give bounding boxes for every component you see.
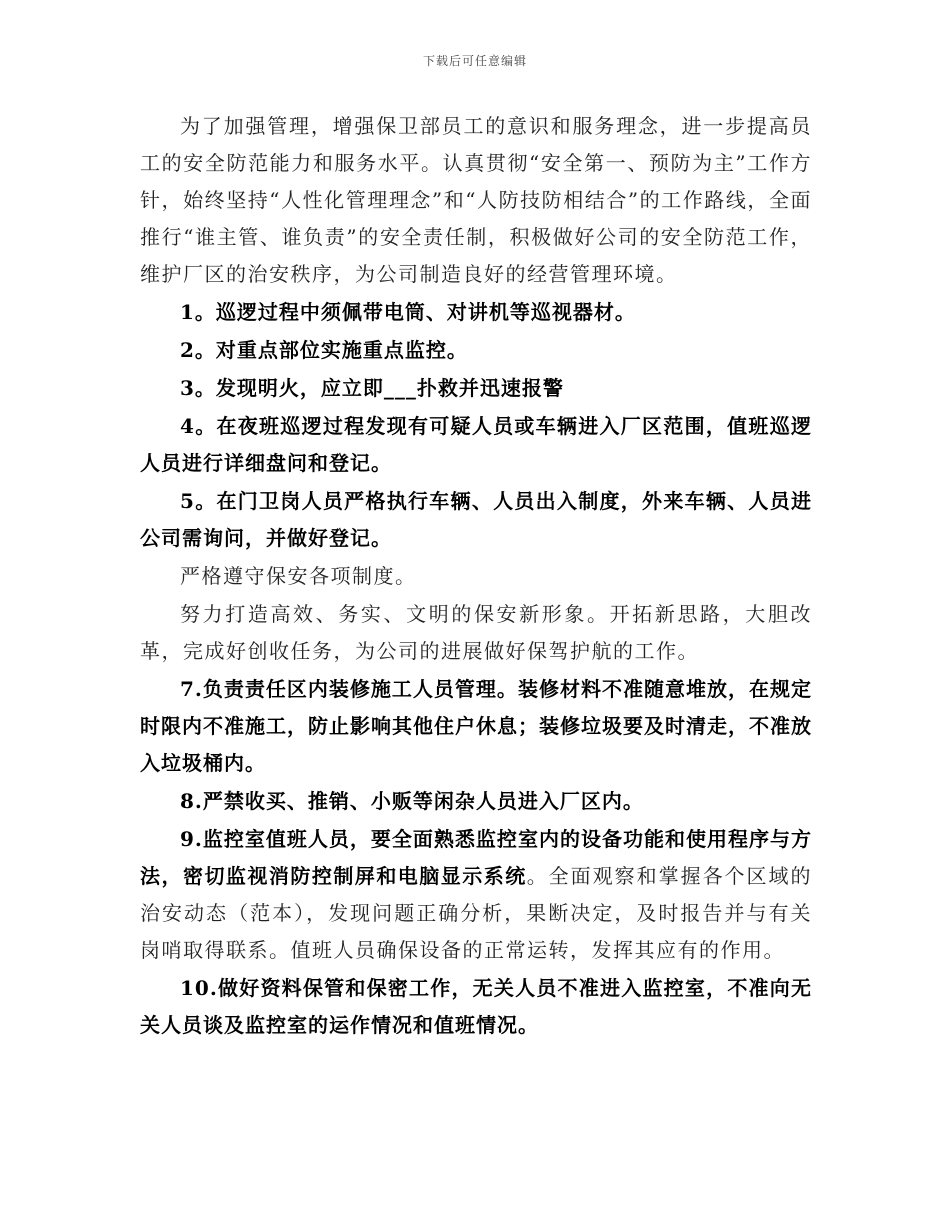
item-9-bold-part: 9.监控室值班人员，要全面熟悉监控室内的设备功能和使用程序与方法，密切监视消防控制屏和电脑显示系统 (140, 827, 812, 888)
item-2: 2。对重点部位实施重点监控。 (180, 338, 468, 362)
page-header: 下载后可任意编辑 (422, 54, 527, 68)
item-10: 10.做好资料保管和保密工作，无关人员不准进入监控室，不准向无关人员谈及监控室的运作情况和值班情况。 (140, 976, 812, 1037)
item-5: 5。在门卫岗人员严格执行车辆、人员出入制度，外来车辆、人员进公司需询问，并做好登记。 (140, 489, 812, 550)
effort-paragraph: 努力打造高效、务实、文明的保安新形象。开拓新思路，大胆改革，完成好创收任务，为公司的进展做好保驾护航的工作。 (140, 602, 812, 663)
rule-paragraph: 严格遵守保安各项制度。 (180, 564, 417, 588)
item-9 (140, 821, 812, 969)
item-7: 7.负责责任区内装修施工人员管理。装修材料不准随意堆放，在规定时限内不准施工，防止影响其他住户休息；装修垃圾要及时清走，不准放入垃圾桶内。 (140, 677, 812, 775)
document-body (140, 108, 812, 1045)
item-9-rest: 。全面观察和掌握各个区域的治安动态（范本），发现问题正确分析，果断决定，及时报告并与有关岗哨取得联系。值班人员确保设备的正常运转，发挥其应有的作用。 (140, 864, 813, 962)
item-8: 8.严禁收买、推销、小贩等闲杂人员进入厂区内。 (180, 789, 644, 813)
item-1: 1。巡逻过程中须佩带电筒、对讲机等巡视器材。 (180, 300, 636, 324)
item-3: 3。发现明火，应立即___扑救并迅速报警 (180, 376, 564, 400)
item-4: 4。在夜班巡逻过程发现有可疑人员或车辆进入厂区范围，值班巡逻人员进行详细盘问和登记。 (140, 414, 812, 475)
intro-paragraph: 为了加强管理，增强保卫部员工的意识和服务理念，进一步提高员工的安全防范能力和服务水平。认真贯彻“安全第一、预防为主”工作方针，始终坚持“人性化管理理念”和“人防技防相结合”的工作路线，全面推行“谁主管、谁负责”的安全责任制，积极做好公司的安全防范工作，维护厂区的治安秩序，为公司制造良好的经营管理环境。 (140, 114, 812, 286)
